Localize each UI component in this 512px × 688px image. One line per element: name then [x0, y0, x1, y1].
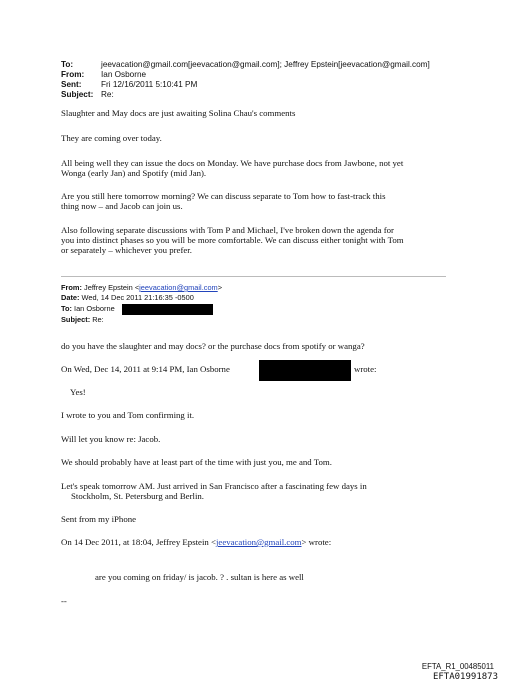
- redaction-box: [122, 304, 213, 315]
- sent-label: Sent:: [61, 80, 82, 89]
- body-paragraph: Wonga (early Jan) and Spotify (mid Jan).: [61, 168, 207, 178]
- body-paragraph: Let's speak tomorrow AM. Just arrived in San Francisco after a fascinating few days in: [61, 481, 367, 491]
- subject-value: Re:: [101, 90, 114, 99]
- to-label: To:: [61, 60, 74, 69]
- body-paragraph: Yes!: [70, 387, 86, 397]
- body-paragraph: do you have the slaughter and may docs? or the purchase docs from spotify or wanga?: [61, 341, 365, 351]
- body-paragraph: wrote:: [354, 364, 377, 374]
- body-paragraph: Sent from my iPhone: [61, 514, 137, 524]
- body-paragraph: On 14 Dec 2011, at 18:04, Jeffrey Epstein <jeevacation@gmail.com> wrote:: [61, 537, 332, 547]
- quoted-to: To: Ian Osborne: [61, 304, 115, 313]
- quoted-subject: Subject: Re:: [61, 315, 104, 324]
- sent-value: Fri 12/16/2011 5:10:41 PM: [101, 80, 198, 89]
- to-value: jeevacation@gmail.com[jeevacation@gmail.com]; Jeffrey Epstein[jeevacation@gmail.com]: [101, 60, 430, 69]
- from-label: From:: [61, 70, 85, 79]
- redaction-box: [259, 360, 351, 381]
- separator-rule: [61, 276, 446, 277]
- body-paragraph: We should probably have at least part of the time with just you, me and Tom.: [61, 457, 332, 467]
- body-paragraph: you into distinct phases so you will be more comfortable. We can discuss either tonight with Tom: [61, 235, 404, 245]
- signature-dashes: --: [61, 596, 67, 606]
- body-paragraph: Will let you know re: Jacob.: [61, 434, 161, 444]
- quoted-date: Date: Wed, 14 Dec 2011 21:16:35 -0500: [61, 293, 194, 302]
- quoted-from: From: Jeffrey Epstein <jeevacation@gmail.com>: [61, 283, 223, 292]
- body-paragraph: are you coming on friday/ is jacob. ? . sultan is here as well: [95, 572, 304, 582]
- body-paragraph: Slaughter and May docs are just awaiting Solina Chau's comments: [61, 108, 296, 118]
- footer-id-primary: EFTA_R1_00485011: [421, 662, 494, 671]
- body-paragraph: Also following separate discussions with Tom P and Michael, I've broken down the agenda for: [61, 225, 394, 235]
- body-paragraph: I wrote to you and Tom confirming it.: [61, 410, 195, 420]
- body-paragraph: They are coming over today.: [61, 133, 162, 143]
- body-paragraph: thing now – and Jacob can join us.: [61, 201, 183, 211]
- body-paragraph: Stockholm, St. Petersburg and Berlin.: [71, 491, 205, 501]
- email-link[interactable]: jeevacation@gmail.com: [215, 537, 302, 547]
- email-link[interactable]: jeevacation@gmail.com: [139, 283, 218, 292]
- body-paragraph: On Wed, Dec 14, 2011 at 9:14 PM, Ian Osborne: [61, 364, 230, 374]
- body-paragraph: All being well they can issue the docs on Monday. We have purchase docs from Jawbone, not yet: [61, 158, 404, 168]
- subject-label: Subject:: [61, 90, 94, 99]
- footer-id-secondary: EFTA01991873: [432, 672, 498, 682]
- from-value: Ian Osborne: [101, 70, 147, 79]
- body-paragraph: Are you still here tomorrow morning? We can discuss separate to Tom how to fast-track this: [61, 191, 386, 201]
- body-paragraph: or separately – whichever you prefer.: [61, 245, 192, 255]
